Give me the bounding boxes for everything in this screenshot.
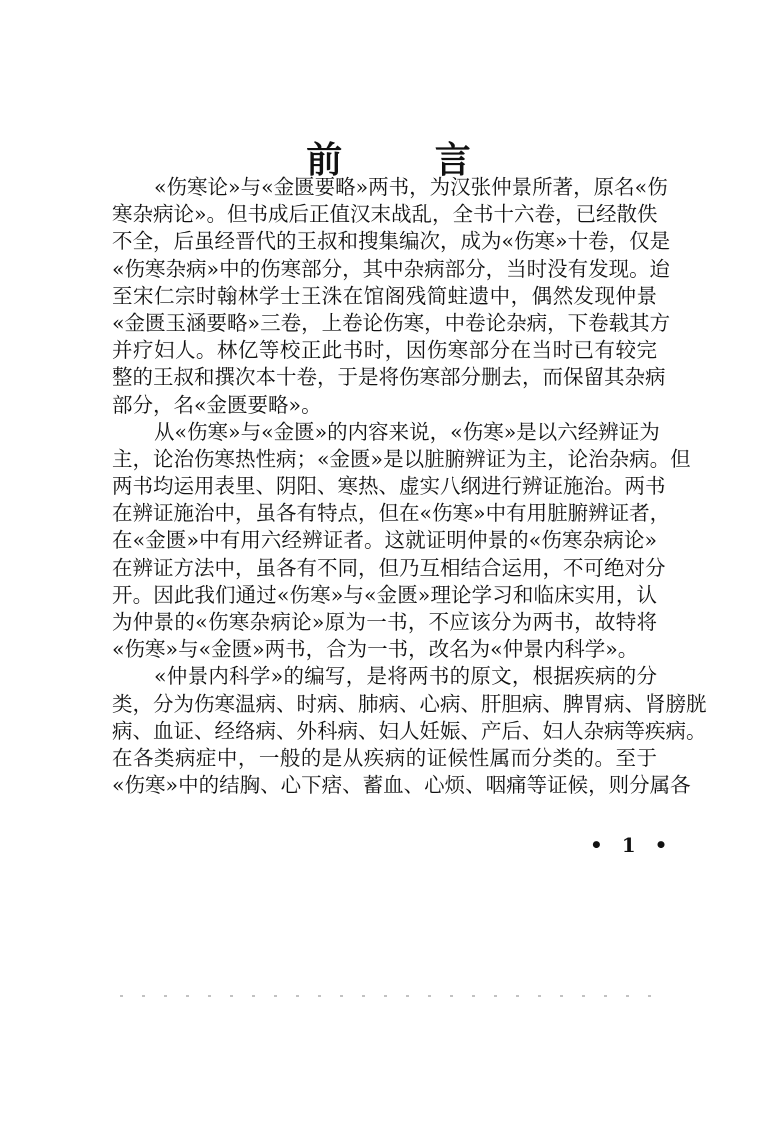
text-line: 整的王叔和撰次本十卷，于是将伤寒部分删去，而保留其杂病 [112,365,666,390]
text-line: 为仲景的«伤寒杂病论»原为一书，不应该分为两书，故特将 [112,610,657,634]
text-line: «仲景内科学»的编写，是将两书的原文，根据疾病的分 [154,664,657,689]
text-line: 在辨证施治中，虽各有特点，但在«伤寒»中有用脏腑辨证者， [112,501,671,526]
scan-artifact-divider [120,995,660,997]
text-line: 从«伤寒»与«金匮»的内容来说，«伤寒»是以六经辨证为 [154,419,660,444]
text-line: «金匮玉涵要略»三卷，上卷论伤寒，中卷论杂病，下卷载其方 [112,310,671,335]
text-line: «伤寒»中的结胸、心下痞、蓄血、心烦、咽痛等证候，则分属各 [112,773,691,798]
text-line: «伤寒论»与«金匮要略»两书，为汉张仲景所著，原名«伤 [154,175,668,199]
text-line: 并疗妇人。林亿等校正此书时，因伤寒部分在当时已有较完 [112,338,657,363]
page-number: • 1 • [590,833,674,857]
text-line: 在«金匮»中有用六经辨证者。这就证明仲景的«伤寒杂病论» [112,528,657,553]
page-title: 前 言 [306,139,511,181]
text-line: «伤寒»与«金匮»两书，合为一书，改名为«仲景内科学»。 [112,637,639,662]
text-line: 寒杂病论»。但书成后正值汉末战乱，全书十六卷，已经散佚 [112,202,658,227]
preface-body [112,174,707,799]
text-line: 不全，后虽经晋代的王叔和搜集编次，成为«伤寒»十卷，仅是 [112,229,671,254]
text-line: 两书均运用表里、阴阳、寒热、虚实八纲进行辨证施治。两书 [112,474,666,499]
text-line: 在各类病症中，一般的是从疾病的证候性属而分类的。至于 [112,745,657,770]
text-line: 类，分为伤寒温病、时病、肺病、心病、肝胆病、脾胃病、肾膀胱 [112,691,707,716]
text-line: 开。因此我们通过«伤寒»与«金匮»理论学习和临床实用，认 [112,582,657,607]
text-line: «伤寒杂病»中的伤寒部分，其中杂病部分，当时没有发现。迨 [112,256,671,281]
text-line: 病、血证、经络病、外科病、妇人妊娠、产后、妇人杂病等疾病。 [112,718,707,743]
text-line: 在辨证方法中，虽各有不同，但乃互相结合运用，不可绝对分 [112,555,666,580]
text-line: 主，论治伤寒热性病；«金匮»是以脏腑辨证为主，论治杂病。但 [112,446,691,471]
text-line: 至宋仁宗时翰林学士王洙在馆阁残简蛀遗中，偶然发现仲景 [112,283,657,308]
text-line: 部分，名«金匮要略»。 [112,392,322,417]
